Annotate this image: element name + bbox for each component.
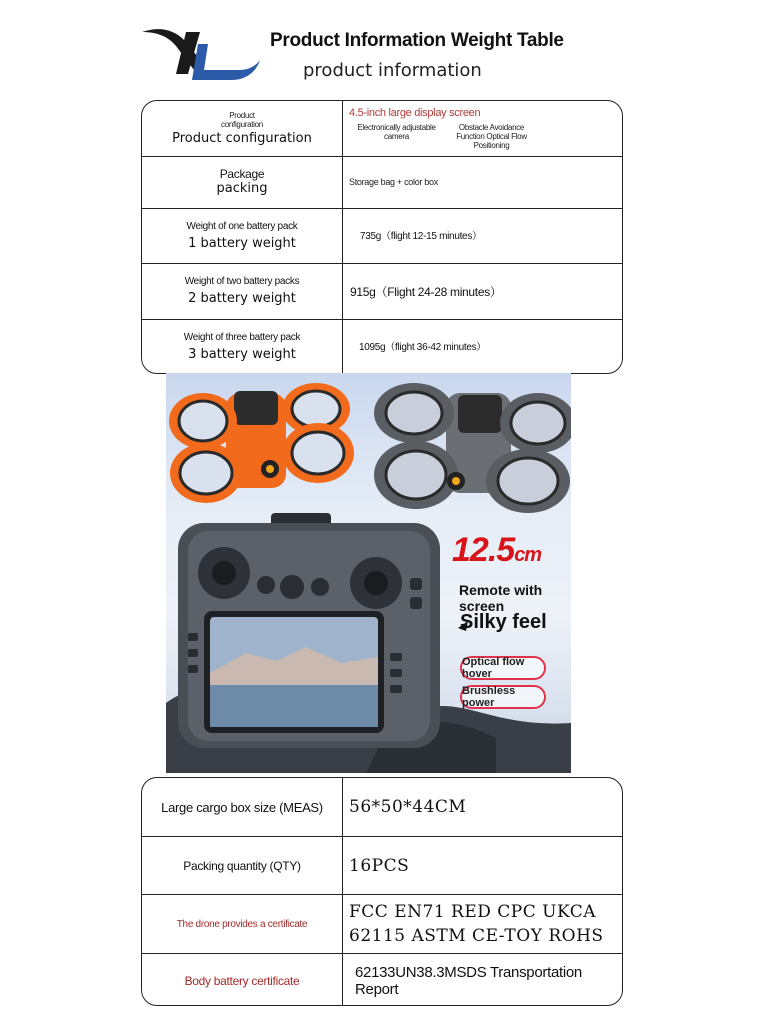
row-value-cell xyxy=(343,157,622,208)
row-value-cell xyxy=(343,954,622,1006)
row-value-cell xyxy=(343,320,622,374)
product-photo xyxy=(166,373,571,773)
row-label-cell xyxy=(142,778,343,836)
row-label-large: Product configuration xyxy=(172,130,312,146)
row-label: The drone provides a certificate xyxy=(176,918,308,930)
row-label-cell xyxy=(142,209,343,263)
row-value: 735g（flight 12-15 minutes） xyxy=(360,230,482,242)
row-value-cell xyxy=(343,101,622,156)
table-row xyxy=(142,320,622,374)
product-info-table xyxy=(141,100,623,374)
row-value-cell xyxy=(343,778,622,836)
row-label-cell xyxy=(142,837,343,894)
feature-item: Obstacle Avoidance Function Optical Flow Positioning xyxy=(456,123,527,150)
row-label-small: Weight of one battery pack xyxy=(186,220,298,232)
row-label-large: 3 battery weight xyxy=(188,347,296,362)
table-row xyxy=(142,954,622,1006)
row-value-line: 62115 ASTM CE-TOY ROHS xyxy=(349,926,604,946)
row-label-large: 1 battery weight xyxy=(188,235,296,251)
row-label-small: Weight of three battery pack xyxy=(183,332,301,343)
row-label-cell xyxy=(142,895,343,953)
orange-drone xyxy=(169,383,354,503)
row-label: Body battery certificate xyxy=(184,973,300,988)
remote-caption: Remote with screen xyxy=(459,582,543,614)
size-unit: cm xyxy=(514,544,542,566)
row-label-cell xyxy=(142,157,343,208)
row-label-large: packing xyxy=(216,181,268,196)
row-value: 16PCS xyxy=(349,855,410,876)
feature-title: 4.5-inch large display screen xyxy=(349,107,481,119)
table-row xyxy=(142,157,622,209)
row-value: 56*50*44CM xyxy=(349,797,467,817)
row-value-line: FCC EN71 RED CPC UKCA xyxy=(349,902,596,922)
remote-controller xyxy=(178,513,440,748)
row-value: 915g（Flight 24-28 minutes） xyxy=(350,285,502,299)
row-label-large: 2 battery weight xyxy=(188,291,296,306)
row-value: 62133UN38.3MSDS Transportation Report xyxy=(355,963,582,998)
page-title: Product Information Weight Table xyxy=(270,30,564,51)
table-row xyxy=(142,778,622,837)
row-value-cell xyxy=(343,895,622,953)
product-illustration xyxy=(166,373,571,773)
row-label-small: Package xyxy=(219,167,265,181)
feature-item: Electronically adjustable camera xyxy=(357,123,436,141)
row-value: 1095g（flight 36-42 minutes） xyxy=(359,342,486,353)
row-value-cell xyxy=(343,837,622,894)
row-value: Storage bag + color box xyxy=(349,177,438,187)
row-label: Large cargo box size (MEAS) xyxy=(161,799,323,815)
row-label-cell xyxy=(142,264,343,319)
page-subtitle: product information xyxy=(303,60,482,81)
row-label: Packing quantity (QTY) xyxy=(183,858,301,873)
table-row xyxy=(142,895,622,954)
size-callout xyxy=(452,531,541,570)
packing-info-table xyxy=(141,777,623,1006)
row-label-small: Product configuration xyxy=(221,110,263,129)
row-value-cell xyxy=(343,209,622,263)
table-row xyxy=(142,837,622,895)
table-row xyxy=(142,264,622,320)
row-label-cell xyxy=(142,101,343,156)
silky-caption: Silky feel xyxy=(460,611,547,633)
row-label-cell xyxy=(142,954,343,1006)
optical-flow-badge: Optical flow hover xyxy=(460,656,546,680)
brand-logo xyxy=(140,22,262,84)
row-value-cell xyxy=(343,264,622,319)
gray-drone xyxy=(374,383,571,513)
table-row xyxy=(142,209,622,264)
table-row xyxy=(142,101,622,157)
brushless-badge: Brushless power xyxy=(460,685,546,709)
row-label-small: Weight of two battery packs xyxy=(184,276,300,287)
row-label-cell xyxy=(142,320,343,374)
size-value: 12.5 xyxy=(452,531,515,569)
